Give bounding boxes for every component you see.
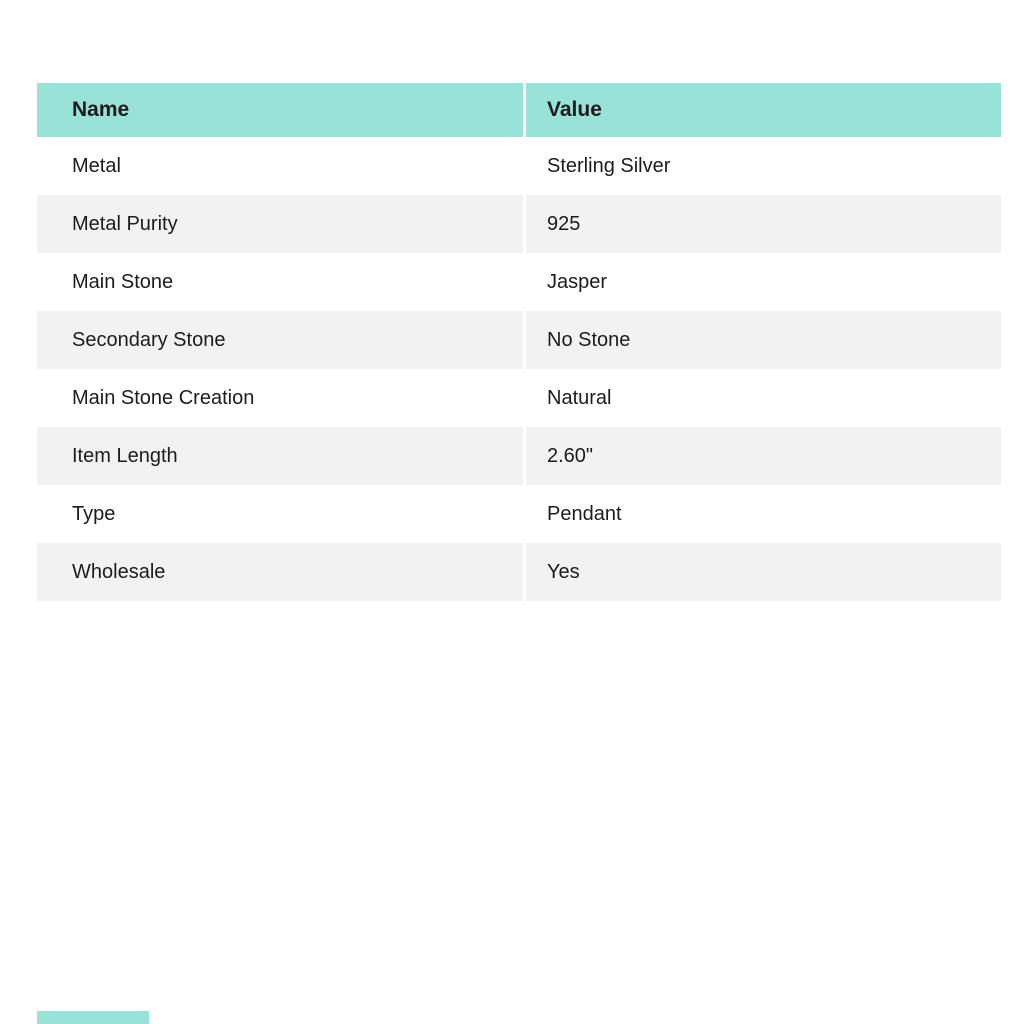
table-row [37,369,1001,427]
attribute-name-cell: Metal Purity [37,195,523,253]
column-header-value: Value [526,83,1001,137]
attribute-name-cell: Metal [37,137,523,195]
attribute-value-cell: Yes [526,543,1001,601]
attribute-name-cell: Main Stone Creation [37,369,523,427]
attribute-value-cell: 2.60" [526,427,1001,485]
attribute-name-cell: Wholesale [37,543,523,601]
attribute-value-cell: Jasper [526,253,1001,311]
attribute-name-cell: Main Stone [37,253,523,311]
attribute-value-cell: 925 [526,195,1001,253]
attribute-value-cell: Pendant [526,485,1001,543]
attribute-name-cell: Item Length [37,427,523,485]
table-body [37,137,1001,601]
table-row [37,253,1001,311]
table-row [37,543,1001,601]
attributes-table [37,83,1001,601]
attribute-value-cell: No Stone [526,311,1001,369]
table-header-row [37,83,1001,137]
column-header-name: Name [37,83,523,137]
clipped-next-table-header [37,1011,149,1024]
attribute-name-cell: Type [37,485,523,543]
table-row [37,137,1001,195]
table-row [37,485,1001,543]
attribute-value-cell: Natural [526,369,1001,427]
table-row [37,195,1001,253]
attribute-name-cell: Secondary Stone [37,311,523,369]
attribute-value-cell: Sterling Silver [526,137,1001,195]
table-row [37,427,1001,485]
table-row [37,311,1001,369]
